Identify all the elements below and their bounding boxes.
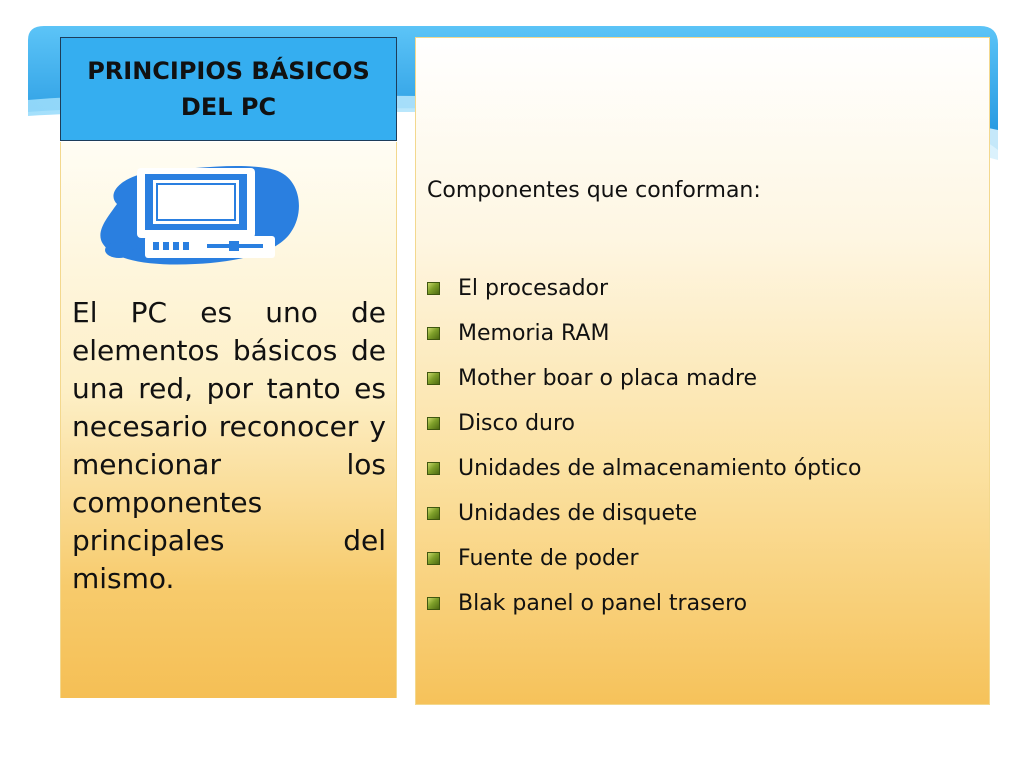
list-item-label: Blak panel o panel trasero [458, 591, 748, 616]
computer-icon [95, 162, 301, 268]
list-item-label: Disco duro [458, 411, 575, 436]
components-heading: Componentes que conforman: [427, 178, 761, 203]
square-bullet-icon [427, 417, 440, 430]
list-item [427, 446, 861, 491]
square-bullet-icon [427, 552, 440, 565]
slide-title [69, 53, 389, 125]
square-bullet-icon [427, 282, 440, 295]
square-bullet-icon [427, 372, 440, 385]
list-item [427, 356, 861, 401]
title-line-1: PRINCIPIOS BÁSICOS [87, 57, 370, 85]
list-item [427, 536, 861, 581]
list-item-label: Fuente de poder [458, 546, 639, 571]
list-item [427, 581, 861, 626]
list-item [427, 401, 861, 446]
components-list [427, 266, 861, 626]
square-bullet-icon [427, 327, 440, 340]
list-item [427, 266, 861, 311]
list-item-label: Unidades de disquete [458, 501, 698, 526]
title-line-2: DEL PC [180, 93, 277, 121]
intro-paragraph: El PC es uno de elementos básicos de una red, por tanto es necesario reconocer y mencionar los componentes principales del mismo. [72, 296, 386, 595]
left-panel [60, 142, 397, 698]
right-panel [415, 37, 990, 705]
square-bullet-icon [427, 462, 440, 475]
list-item [427, 311, 861, 356]
list-item-label: Unidades de almacenamiento óptico [458, 456, 862, 481]
list-item-label: Mother boar o placa madre [458, 366, 758, 391]
title-box [60, 37, 397, 141]
list-item-label: Memoria RAM [458, 321, 610, 346]
square-bullet-icon [427, 597, 440, 610]
list-item-label: El procesador [458, 276, 609, 301]
square-bullet-icon [427, 507, 440, 520]
list-item [427, 491, 861, 536]
